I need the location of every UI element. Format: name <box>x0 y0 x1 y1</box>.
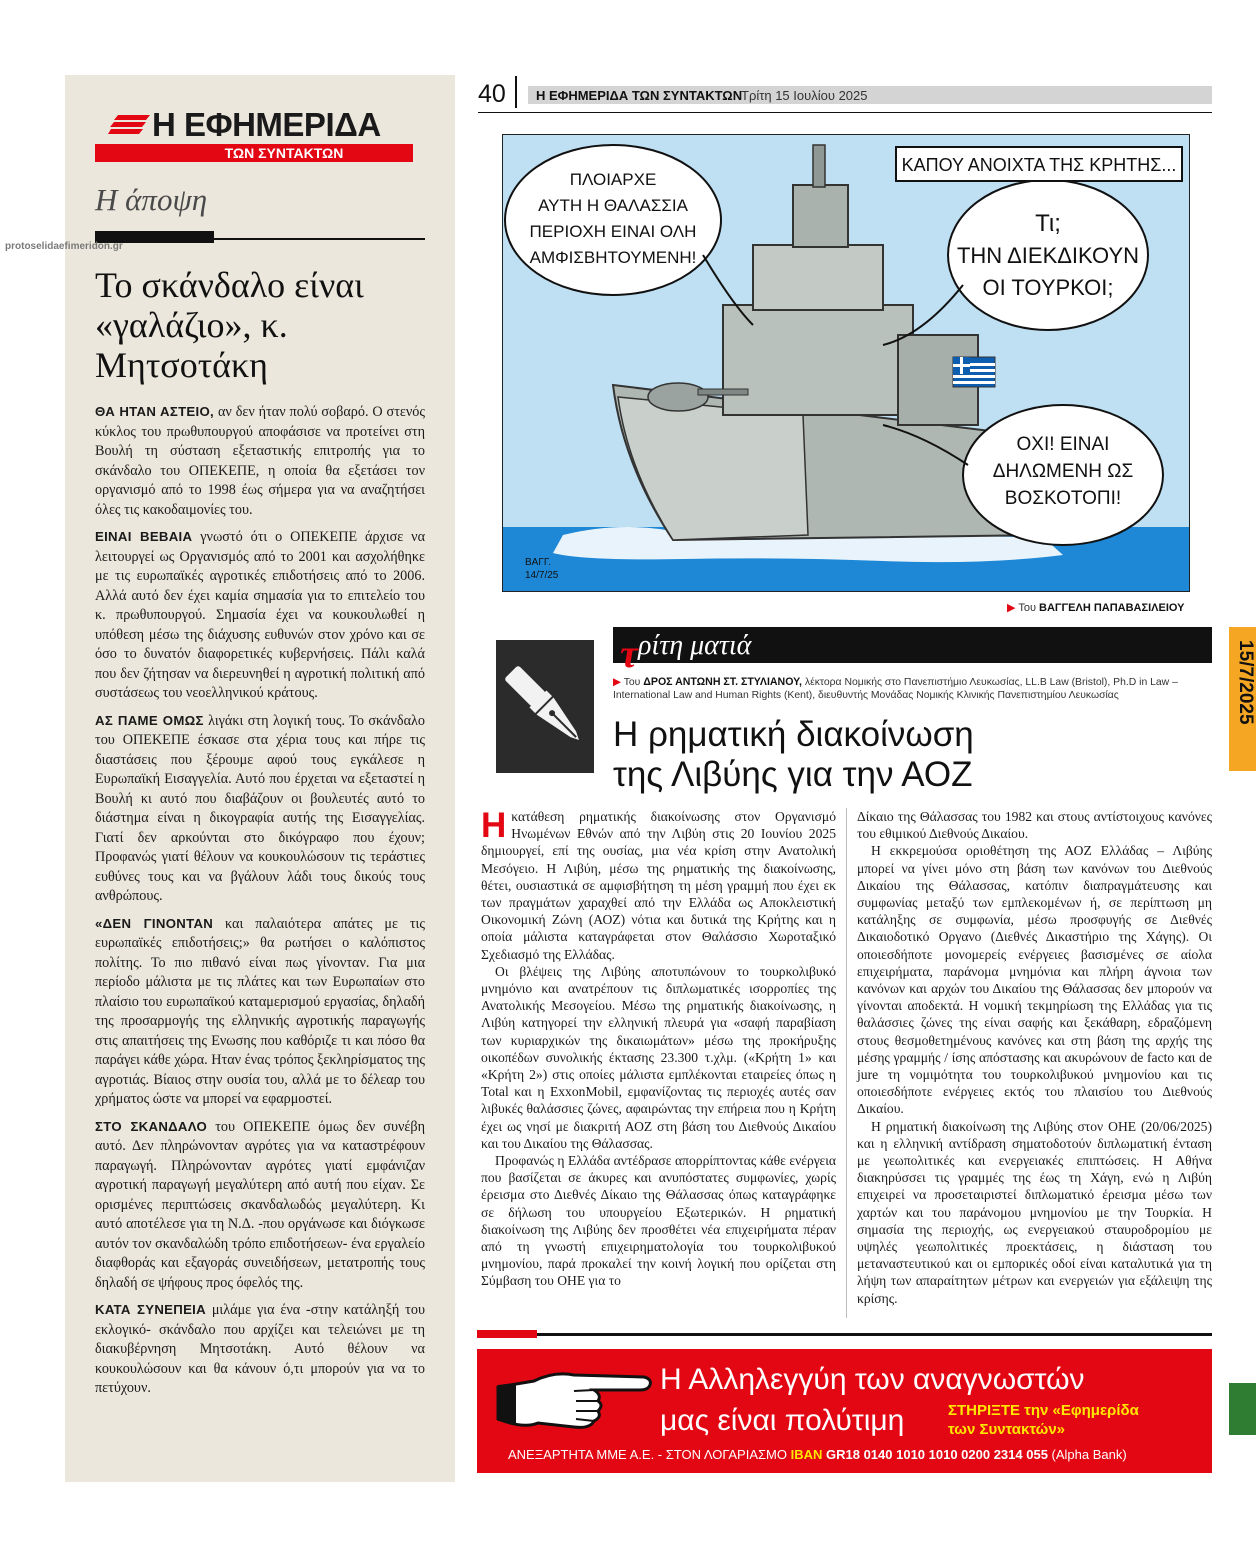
cartoon-credit: ▶ Του ΒΑΓΓΕΛΗ ΠΑΠΑΒΑΣΙΛΕΙΟΥ <box>1007 602 1185 614</box>
article-paragraph: Ηκατάθεση ρηματικής διακοίνωσης στον Οργανισμό Ηνωμένων Εθνών από την Λιβύη στις 20 Ιουνίου 2025 δημιουργεί, επί της ουσίας, μια νέα κρίση στην Ανατολική Μεσόγειο. Η Λιβύη, μέσω της ρηματικής της διακοίνωσης, θέτει, ουσιαστικά σε αμφισβήτηση τη μέση γραμμή που έχει εκ των πραγμάτων χαραχθεί από την Ελλάδα ως Αποκλειστική Οικονομική Ζώνη (ΑΟΖ) νότια και δυτικά της Κρήτης και η οποία μάλιστα καταγράφεται στον Θαλάσσιο Χωροταξικό Σχεδιασμό της Ελλάδας. <box>481 806 836 962</box>
side-tab-green <box>1229 1383 1256 1435</box>
section-label: Η άποψη <box>95 182 208 217</box>
article-paragraph: Δίκαιο της Θάλασσας του 1982 και στους αντίστοιχους κανόνες του εθιμικού Διεθνούς Δικαίου. <box>857 809 1212 842</box>
opinion-paragraph: «ΔΕΝ ΓΙΝΟΝΤΑΝ και παλαιότερα απάτες με τις ευρωπαϊκές επιδοτήσεις;» θα ρωτήσει ο καλόπιστος πολίτης. Το πιο πιθανό είναι πως γίνονταν. Για μια περίοδο μάλιστα με τις πλάτες και των Ευρωπαίων στο πλαίσιο του ευρωπαϊκού καταμερισμού εργασίας, δηλαδή της προσαρμογής της ελληνικής αγροτικής παραγωγής στις απαιτήσεις της Ενωσης που καθόριζε τι και πόσο θα παράγει κάθε χώρα. Ηταν ένας τρόπος ξεκληρίσματος της αγροτιάς. Βίαιος στην ουσία του, αλλά με το δέλεαρ του χρήματος ώστε να μπορεί να εφαρμοστεί. <box>95 915 425 1107</box>
section-title: ρίτη ματιά <box>638 630 752 661</box>
bubble-1-line: ΠΛΟΙΑΡΧΕ <box>569 170 657 189</box>
speech-bubble-1 <box>505 145 721 295</box>
bubble-2-line: Τι; <box>1035 210 1061 237</box>
arrow-right-icon: ▶ <box>613 677 621 688</box>
newspaper-logo-subtitle: ΤΩΝ ΣΥΝΤΑΚΤΩΝ <box>224 145 344 161</box>
opinion-paragraph: ΘΑ ΗΤΑΝ ΑΣΤΕΙΟ, αν δεν ήταν πολύ σοβαρό. Ο στενός κύκλος του πρωθυπουργού αποφάσισε να προτείνει στη Βουλή τη σύσταση εξεταστικής επιτροπής για το σκάνδαλο του ΟΠΕΚΕΠΕ, η οποία θα εξετάσει τον οργανισμό από το 1998 έως σήμερα για να αναζητήσει όλες τις κακοδαιμονίες του. <box>95 404 425 518</box>
bubble-3-line: ΟΧΙ! ΕΙΝΑΙ <box>1016 434 1110 455</box>
pen-box <box>496 640 594 773</box>
bubble-1-line: ΑΜΦΙΣΒΗΤΟΥΜΕΝΗ! <box>529 248 697 267</box>
cartoon-caption: ΚΑΠΟΥ ΑΝΟΙΧΤΑ ΤΗΣ ΚΡΗΤΗΣ... <box>901 155 1177 175</box>
opinion-paragraph: ΚΑΤΑ ΣΥΝΕΠΕΙΑ μιλάμε για ένα -στην κατάληξή του εκλογικό- σκάνδαλο που αρχίζει και τελειώνει με τη διακυβέρνηση Μητσοτάκη. Αυτό θέλουν να κουκουλώσουν και θα κάνουν ό,τι μπορούν για να το πετύχουν. <box>95 1302 425 1396</box>
article-column-1 <box>481 808 836 1290</box>
fountain-pen-icon <box>496 640 594 773</box>
article-paragraph: Η ρηματική διακοίνωση της Λιβύης στον ΟΗΕ (20/06/2025) και η ελληνική αντίδραση σηματοδοτούν διπλωματική ένταση με γεωπολιτικές και ενεργειακές επιπτώσεις. Η Αθήνα διακηρύσσει τις γραμμές της έως τη Χάγη, ενώ η Λιβύη επιχειρεί να προσεταιριστεί διπλωματικό έρεισμα μέσω των χαρτών και του παράνομου μνημονίου με την Τουρκία. Η σημασία της περιοχής, ως ενεργειακού σταυροδρομίου με υψηλές γεωπολιτικές προεκτάσεις, η διάσταση του μεταναστευτικού και οι εμπορικές οδοί είναι καταλυτικά για τη λήψη των απαραίτητων μέτρων και ενεργειών για εξάλειψη της κρίσης. <box>857 1118 1212 1306</box>
ad-rule-accent <box>477 1330 537 1338</box>
watermark: protoselidaefimeridon.gr <box>5 241 123 252</box>
greek-flag-icon <box>953 357 995 387</box>
ad-bank-details: ΑΝΕΞΑΡΤΗΤΑ ΜΜΕ Α.Ε. - ΣΤΟΝ ΛΟΓΑΡΙΑΣΜΟ IBAN GR18 0140 1010 1010 0200 2314 055 (Alpha Bank) <box>508 1447 1127 1462</box>
ad-cta: ΣΤΗΡΙΞΤΕ την «Εφημερίδα <box>948 1402 1139 1419</box>
drop-cap: Η <box>481 806 507 845</box>
ship-mast-base <box>793 185 848 247</box>
opinion-body <box>95 402 425 1406</box>
bubble-2-line: ΤΗΝ ΔΙΕΚΔΙΚΟΥΝ <box>956 243 1140 268</box>
cartoon-signature-date: 14/7/25 <box>525 570 559 581</box>
bubble-1-line: ΠΕΡΙΟΧΗ ΕΙΝΑΙ ΟΛΗ <box>529 222 697 241</box>
ship-bridge <box>753 245 883 310</box>
ship-gun <box>698 389 748 395</box>
ad-subheadline: μας είναι πολύτιμη <box>660 1404 905 1437</box>
opinion-paragraph: ΕΙΝΑΙ ΒΕΒΑΙΑ γνωστό ότι ο ΟΠΕΚΕΠΕ άρχισε να λειτουργεί ως Οργανισμός από το 2001 και ασχολήθηκε με τις ευρωπαϊκές αγροτικές επιδοτήσεις από το 2006. Αλλά αυτό δεν έχει καμία σημασία για το επιτελείο του κ. πρωθυπουργού. Σημασία έχει να κουκουλωθεί η υπόθεση μέσω της διάχυσης ευθυνών στον χρόνο και σε όσο το δυνατόν διαφορετικές κυβερνήσεις. Πάλι καλά που δεν ζήτησαν να διερευνηθεί η αγροτική πολιτική από συστάσεως του νεοελληνικού κράτους. <box>95 529 426 701</box>
article-paragraph: Οι βλέψεις της Λιβύης αποτυπώνουν το τουρκολιβυκό μνημόνιο και ανατρέπουν τις διπλωματικές ισορροπίες της Ανατολικής Μεσογείου. Μέσω της ρηματικής διακοίνωσης, η Λιβύη κατηγορεί την ελληνική πλευρά για «σαφή παραβίαση των κυριαρχικών της δικαιωμάτων» μέσω της προκήρυξης οικοπέδων συνολικής έκτασης 23.300 τ.χλμ. («Κρήτη 1» και «Κρήτη 2») στις οποίες μάλιστα εμπλέκονται εταιρείες όπως η Total και η ExxonMobil, εμφανίζοντας τις περιοχές αυτές σαν λιβυκές θαλάσσιες ζώνες, αφαιρώντας την επήρεια που η Κρήτη έχει ως νησί με διακριτή ΑΟΖ στη βάση του Διεθνούς Δικαίου και του Δικαίου της Θάλασσας. <box>481 963 836 1151</box>
editorial-cartoon <box>502 134 1190 592</box>
ship-mast <box>813 145 825 187</box>
ad-rule <box>537 1333 1212 1336</box>
article-headline: Η ρηματική διακοίνωση της Λιβύης για την ΑΟΖ <box>613 715 974 794</box>
warship-illustration <box>503 135 1190 592</box>
ad-cta-line2: των Συντακτών» <box>948 1421 1066 1438</box>
bubble-3-line: ΔΗΛΩΜΕΝΗ ΩΣ <box>992 461 1134 482</box>
newspaper-logo: Η ΕΦΗΜΕΡΙΔΑ <box>152 106 381 143</box>
cartoon-signature: ΒΑΓΓ. <box>525 557 552 568</box>
article-column-2 <box>857 808 1212 1307</box>
ship-bow <box>618 397 808 540</box>
arrow-right-icon: ▶ <box>1007 602 1016 614</box>
header-paper-name: Η ΕΦΗΜΕΡΙΔΑ ΤΩΝ ΣΥΝΤΑΚΤΩΝ <box>536 88 743 103</box>
date-side-tab-text: 15/7/2025 <box>1235 640 1256 725</box>
page-number: 40 <box>478 80 506 108</box>
ship-superstructure <box>723 305 913 415</box>
opinion-paragraph: ΣΤΟ ΣΚΑΝΔΑΛΟ του ΟΠΕΚΕΠΕ όμως δεν συνέβη αυτό. Δεν πληρώνονταν αγρότες για να καταστρέφουν παραγωγή. Πληρώνονταν αγρότες γιατί εμφάνιζαν αγροτική παραγωγή μεγαλύτερη από αυτή που είχαν. Σε ορισμένες περιπτώσεις σκανδαλωδώς μεγαλύτερη. Κι αυτό αποτέλεσε για τη Ν.Δ. -που οργάνωσε και διόγκωσε αυτόν τον σκανδαλώδη τρόπο επιδοτήσεων- ένα εργαλείο διαφθοράς και εξαγοράς συνειδήσεων, μετατροπής τους δηλαδή σε ψήφους προς όφελός της. <box>95 1118 425 1291</box>
bubble-3-line: ΒΟΣΚΟΤΟΠΙ! <box>1004 488 1122 509</box>
section-initial: τ <box>620 631 638 676</box>
header-divider <box>515 76 517 108</box>
article-paragraph: Προφανώς η Ελλάδα αντέδρασε απορρίπτοντας κάθε ενέργεια που βασίζεται σε άκυρες και ανυπόστατες συμφωνίες, χωρίς έρεισμα στο Διεθνές Δίκαιο της Θάλασσας όπως καταγράφηκε σε δήλωση του υπουργείου Εξωτερικών. Η ρηματική διακοίνωση της Λιβύης δεν προσθέτει νέα επιχειρήματα πέραν από τη γνωστή επιχειρηματολογία του τουρκολιβυκού μνημονίου, παρά προκαλεί την κοινή λογική που ορίζεται στη Σύμβαση του ΟΗΕ για το <box>481 1153 836 1289</box>
article-author: ▶ Του ΔΡΟΣ ΑΝΤΩΝΗ ΣΤ. ΣΤΥΛΙΑΝΟΥ, λέκτορα Νομικής στο Πανεπιστήμιο Λευκωσίας, LL.B Law (Bristol), Ph.D in Law – International Law and Human Rights (Kent), διευθυντής Μονάδας Νομικής Κλινικής Πανεπιστημίου Λευκωσίας <box>613 676 1178 701</box>
header-rule <box>478 112 1212 113</box>
ad-headline: Η Αλληλεγγύη των αναγνωστών <box>660 1363 1085 1396</box>
article-paragraph: Η εκκρεμούσα οριοθέτηση της ΑΟΖ Ελλάδας – Λιβύης μπορεί να γίνει μόνο στη βάση των κανόνων του Διεθνούς Δικαίου της Θάλασσας, κατόπιν διαπραγμάτευσης και συμφωνίας μεταξύ των εμπλεκομένων ή, σε περίπτωση μη κατάληξης σε συμφωνία, μέσω προσφυγής σε Διεθνές Δικαιοδοτικό Οργανο (Διεθνές Δικαστήριο της Χάγης). Οι οποιεσδήποτε μονομερείς ενέργειες βασισμένες σε αίολα επιχειρήματα, παράνομα μνημόνια και πλήρη άγνοια των κανόνων και αρχών του Δικαίου της Θάλασσας δεν μπορούν να γίνονται αποδεκτά. Η νομική τεκμηρίωση της Ελλάδας για τις θαλάσσιες ζώνες της είναι σαφής και ξεκάθαρη, εδραζόμενη στους θεσμοθετημένους κανόνες και στη βάση της αρχής της μέσης γραμμής / ίσης απόστασης και ακυρώνουν de facto και de jure τη νομιμότητα του τουρκολιβυκού μνημονίου και τις οποιεσδήποτε ενέργειες εκτός του πλαισίου του Διεθνούς Δικαίου. <box>857 843 1212 1117</box>
opinion-paragraph: ΑΣ ΠΑΜΕ ΟΜΩΣ λιγάκι στη λογική τους. Το σκάνδαλο του ΟΠΕΚΕΠΕ έσκασε στα χέρια τους και πήρε τις διαστάσεις που ξέρουμε αφού τους εγκάλεσε η Ευρωπαϊκή Εισαγγελία. Αυτό που έρχεται να εξεταστεί η Βουλή κι αυτό που διαβάζουν οι βουλευτές αυτό το διάστημα είναι η δικογραφία αυτής της Εισαγγελίας. Γιατί δεν αρκούνται στο δικόγραφο που έχουν; Προφανώς γιατί θέλουν να κουκουλώσουν τις τεράστιες ευθύνες τους και να βγάλουν λάδι τους δικούς τους ανθρώπους. <box>95 712 425 904</box>
opinion-headline: Το σκάνδαλο είναι «γαλάζιο», κ. Μητσοτάκη <box>95 265 364 385</box>
header-date: Τρίτη 15 Ιουλίου 2025 <box>741 88 868 103</box>
bubble-2-line: ΟΙ ΤΟΥΡΚΟΙ; <box>982 275 1114 300</box>
pointing-hand-icon <box>494 1357 654 1439</box>
column-separator <box>846 808 847 1318</box>
ship-turret <box>648 383 708 411</box>
bubble-1-line: ΑΥΤΗ Η ΘΑΛΑΣΣΙΑ <box>538 196 688 215</box>
logo-stripes-icon <box>108 113 150 135</box>
